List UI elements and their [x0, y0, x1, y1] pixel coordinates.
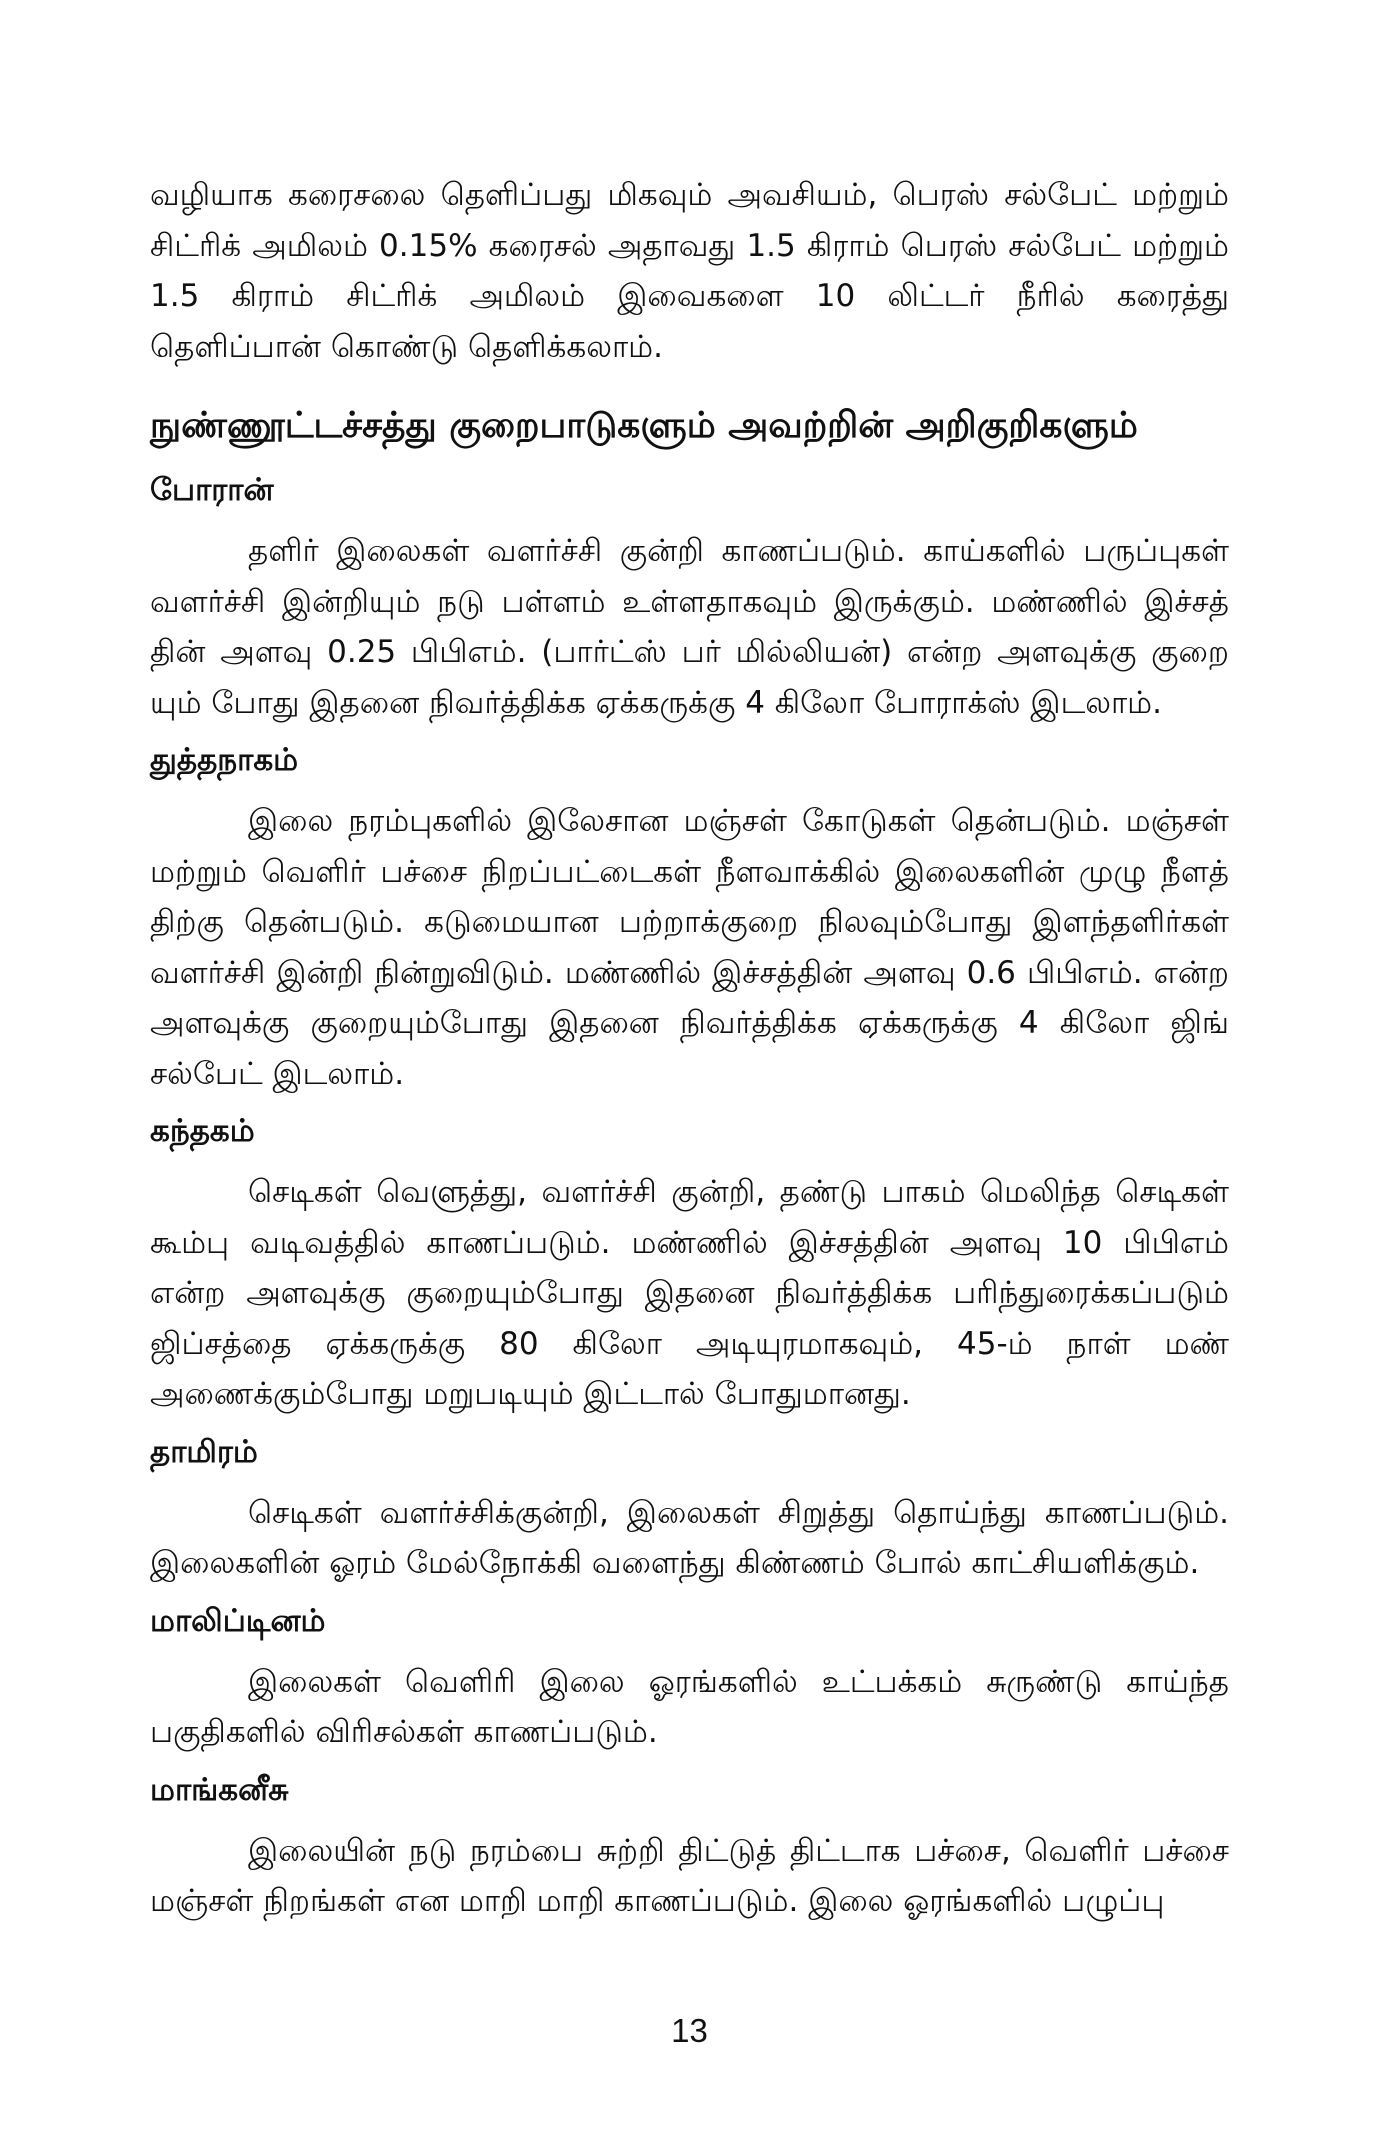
section-text-boron: தளிர் இலைகள் வளர்ச்சி குன்றி காணப்படும். காய்களில் பருப்புகள் வளர்ச்சி இன்றியும் நடு பள்ளம் உள்ளதாகவும் இருக்கும். மண்ணில் இச்சத் தின் அளவு 0.25 பிபிஎம். (பார்ட்ஸ் பர் மில்லியன்) என்ற அளவுக்கு குறை யும் போது இதனை நிவர்த்திக்க ஏக்கருக்கு 4 கிலோ போராக்ஸ் இடலாம். — [150, 533, 1229, 721]
section-heading-molybdenum: மாலிப்டினம் — [150, 1602, 326, 1639]
intro-paragraph: வழியாக கரைசலை தெளிப்பது மிகவும் அவசியம், பெரஸ் சல்பேட் மற்றும் சிட்ரிக் அமிலம் 0.15% கரைசல் அதாவது 1.5 கிராம் பெரஸ் சல்பேட் மற்றும் 1.5 கிராம் சிட்ரிக் அமிலம் இவைகளை 10 லிட்டர் நீரில் கரைத்து தெளிப்பான் கொண்டு தெளிக்கலாம். — [150, 177, 1229, 365]
section-heading-manganese: மாங்கனீசு — [150, 1771, 289, 1808]
section-text-molybdenum: இலைகள் வெளிரி இலை ஓரங்களில் உட்பக்கம் சுருண்டு காய்ந்த பகுதிகளில் விரிசல்கள் காணப்படும். — [150, 1663, 1229, 1750]
main-heading: நுண்ணூட்டச்சத்து குறைபாடுகளும் அவற்றின் அறிகுறிகளும் — [150, 405, 1138, 446]
section-zinc — [150, 736, 1229, 1099]
section-text-sulphur: செடிகள் வெளுத்து, வளர்ச்சி குன்றி, தண்டு பாகம் மெலிந்த செடிகள் கூம்பு வடிவத்தில் காணப்படும். மண்ணில் இச்சத்தின் அளவு 10 பிபிஎம் என்ற அளவுக்கு குறையும்போது இதனை நிவர்த்திக்க பரிந்துரைக்கப்படும் ஜிப்சத்தை ஏக்கருக்கு 80 கிலோ அடியுரமாகவும், 45-ம் நாள் மண் அணைக்கும்போது மறுபடியும் இட்டால் போதுமானது. — [150, 1174, 1229, 1412]
section-heading-sulphur: கந்தகம் — [150, 1113, 255, 1149]
section-manganese — [150, 1766, 1229, 1927]
section-heading-boron: போரான் — [150, 472, 274, 508]
section-molybdenum — [150, 1597, 1229, 1758]
section-heading-copper: தாமிரம் — [150, 1433, 258, 1470]
section-text-manganese: இலையின் நடு நரம்பை சுற்றி திட்டுத் திட்டாக பச்சை, வெளிர் பச்சை மஞ்சள் நிறங்கள் என மாறி மாறி காணப்படும். இலை ஓரங்களில் பழுப்பு — [150, 1832, 1229, 1919]
section-text-copper: செடிகள் வளர்ச்சிக்குன்றி, இலைகள் சிறுத்து தொய்ந்து காணப்படும். இலைகளின் ஓரம் மேல்நோக்கி வளைந்து கிண்ணம் போல் காட்சியளிக்கும். — [150, 1494, 1229, 1581]
section-text-zinc: இலை நரம்புகளில் இலேசான மஞ்சள் கோடுகள் தென்படும். மஞ்சள் மற்றும் வெளிர் பச்சை நிறப்பட்டைகள் நீளவாக்கில் இலைகளின் முழு நீளத் திற்கு தென்படும். கடுமையான பற்றாக்குறை நிலவும்போது இளந்தளிர்கள் வளர்ச்சி இன்றி நின்றுவிடும். மண்ணில் இச்சத்தின் அளவு 0.6 பிபிஎம். என்ற அளவுக்கு குறையும்போது இதனை நிவர்த்திக்க ஏக்கருக்கு 4 கிலோ ஜிங் சல்பேட் இடலாம். — [150, 803, 1229, 1092]
page-number: 13 — [671, 2012, 708, 2049]
section-boron — [150, 466, 1229, 728]
section-sulphur — [150, 1107, 1229, 1420]
section-heading-zinc: துத்தநாகம் — [150, 742, 299, 778]
section-copper — [150, 1428, 1229, 1589]
